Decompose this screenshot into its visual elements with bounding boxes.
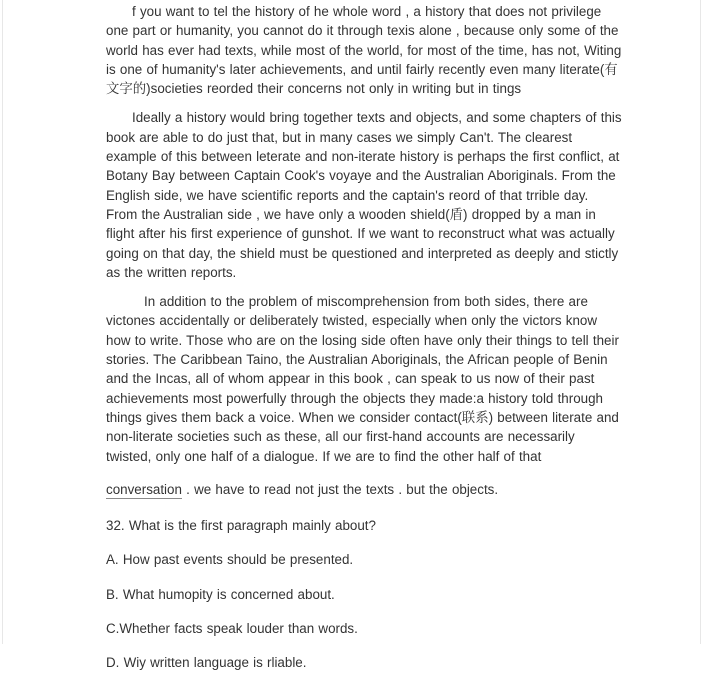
continuation-rest-text: . we have to read not just the texts . but the objects. bbox=[181, 481, 499, 497]
question-32-option-c: C.Whether facts speak louder than words. bbox=[106, 621, 358, 637]
passage-paragraph-1: f you want to tel the history of he whole word , a history that does not privilege one part or humanity, you cannot do it through texis alone , because only some of the world has ever had texts, while most of the world, for most of the time, has not, Witing is one of humanity's later achievements, and until fairly recently even many literate(有文字的)societies reorded their concerns not only in writing but in tings bbox=[106, 4, 622, 97]
passage-paragraph-3: In addition to the problem of miscomprehension from both sides, there are victones accidentally or deliberately twisted, especially when only the victors know how to write. Those who are on the losing side often have only their things to tell their stories. The Caribbean Taino, the Australian Aboriginals, the African people of Benin and the Incas, all of whom appear in this book , can speak to us now of their past achievements most powerfully through the objects they made:a history told through things gives them back a voice. When we consider contact(联系) between literate and non-literate societies such as these, all our first-hand accounts are necessarily twisted, only one half of a dialogue. If we are to find the other half of that bbox=[106, 294, 619, 464]
passage-paragraph-2: Ideally a history would bring together texts and objects, and some chapters of this book are able to do just that, but in many cases we simply Can't. The clearest example of this between leterate and non-iterate history is perhaps the first conflict, at Botany Bay between Captain Cook's voyaye and the Australian Aboriginals. From the English side, we have scientific reports and the captain's reord of that trrible day. From the Australian side , we have only a wooden shield(盾) dropped by a man in flight after his first experience of gunshot. If we want to reconstruct what was actually going on that day, the shield must be questioned and interpreted as deeply and stictly as the written reports. bbox=[106, 110, 622, 280]
passage-continuation-line bbox=[106, 480, 622, 499]
question-32-option-d: D. Wiy written language is rliable. bbox=[106, 655, 307, 671]
left-edge-divider bbox=[2, 0, 3, 644]
passage-content bbox=[106, 2, 622, 673]
question-32-option-a: A. How past events should be presented. bbox=[106, 552, 354, 568]
question-32-option-b: B. What humopity is concerned about. bbox=[106, 586, 335, 602]
question-32-text: 32. What is the first paragraph mainly about? bbox=[106, 518, 376, 534]
underlined-word: conversation bbox=[106, 481, 182, 497]
right-edge-divider bbox=[700, 0, 701, 644]
